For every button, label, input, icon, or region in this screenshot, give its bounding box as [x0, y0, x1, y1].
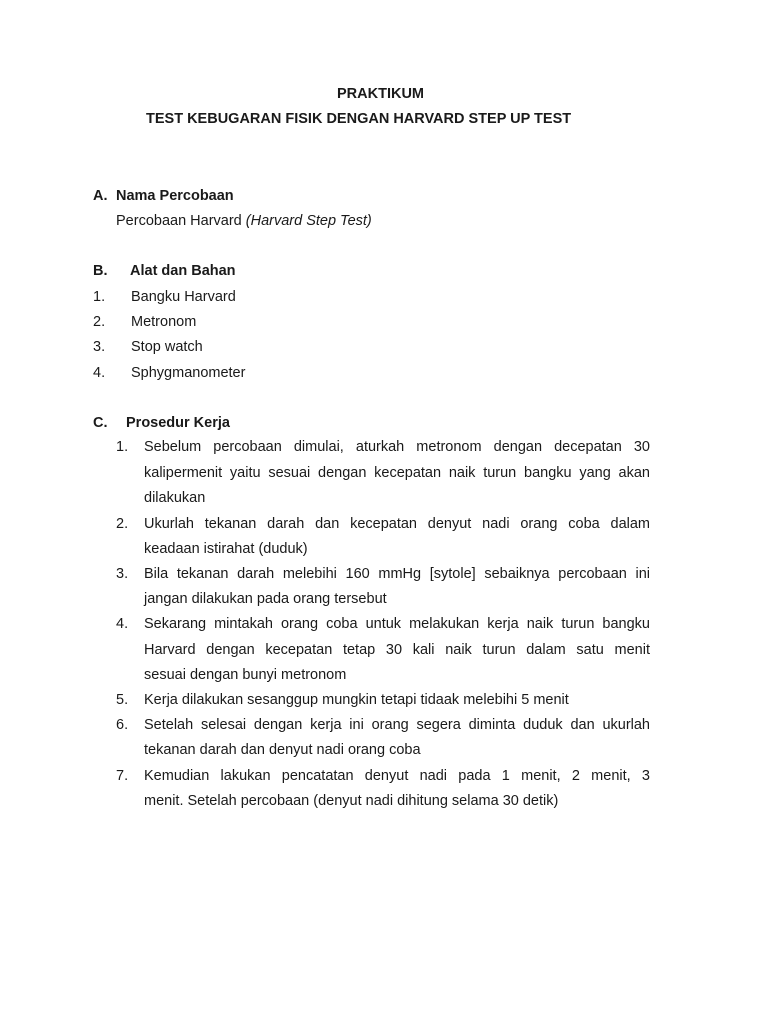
- procedure-line: Ukurlah tekanan darah dan kecepatan denyut nadi orang coba dalam: [144, 516, 650, 532]
- procedure-line: Sebelum percobaan dimulai, aturkah metronom dengan decepatan 30: [144, 439, 650, 455]
- list-item-number: 2.: [93, 314, 106, 330]
- procedure-line: Harvard dengan kecepatan tetap 30 kali naik turun dalam satu menit: [144, 642, 650, 658]
- procedure-line: Kemudian lakukan pencatatan denyut nadi pada 1 menit, 2 menit, 3: [144, 768, 650, 784]
- procedure-number: 6.: [116, 717, 129, 733]
- list-item-number: 1.: [93, 289, 106, 305]
- procedure-line: Kerja dilakukan sesanggup mungkin tetapi tidaak melebihi 5 menit: [144, 692, 569, 708]
- list-item: Stop watch: [131, 339, 203, 355]
- section-c-marker: C.: [93, 415, 108, 431]
- procedure-number: 7.: [116, 768, 129, 784]
- list-item-number: 3.: [93, 339, 106, 355]
- section-a-text-plain: Percobaan Harvard: [116, 213, 246, 229]
- procedure-number: 1.: [116, 439, 129, 455]
- procedure-line: menit. Setelah percobaan (denyut nadi dihitung selama 30 detik): [144, 793, 559, 809]
- procedure-line: dilakukan: [144, 490, 206, 506]
- procedure-line: jangan dilakukan pada orang tersebut: [144, 591, 387, 607]
- document-title: PRAKTIKUM: [337, 86, 424, 102]
- procedure-line: Sekarang mintakah orang coba untuk melakukan kerja naik turun bangku: [144, 616, 650, 632]
- list-item: Metronom: [131, 314, 197, 330]
- procedure-line: tekanan darah dan denyut nadi orang coba: [144, 742, 421, 758]
- list-item-number: 4.: [93, 365, 106, 381]
- procedure-line: Setelah selesai dengan kerja ini orang segera diminta duduk dan ukurlah: [144, 717, 650, 733]
- procedure-line: sesuai dengan bunyi metronom: [144, 667, 347, 683]
- section-a-text: [116, 213, 372, 229]
- section-b-heading: Alat dan Bahan: [130, 263, 236, 279]
- list-item: Sphygmanometer: [131, 365, 246, 381]
- section-a-heading: Nama Percobaan: [116, 188, 234, 204]
- section-c-heading: Prosedur Kerja: [126, 415, 230, 431]
- procedure-line: kalipermenit yaitu sesuai dengan kecepatan naik turun bangku yang akan: [144, 465, 650, 481]
- procedure-number: 5.: [116, 692, 129, 708]
- list-item: Bangku Harvard: [131, 289, 236, 305]
- procedure-line: Bila tekanan darah melebihi 160 mmHg [sytole] sebaiknya percobaan ini: [144, 566, 650, 582]
- procedure-number: 2.: [116, 516, 129, 532]
- section-a-marker: A.: [93, 188, 108, 204]
- section-a-text-italic: (Harvard Step Test): [245, 213, 372, 229]
- procedure-number: 3.: [116, 566, 129, 582]
- procedure-line: keadaan istirahat (duduk): [144, 541, 308, 557]
- section-b-marker: B.: [93, 263, 108, 279]
- procedure-number: 4.: [116, 616, 129, 632]
- document-subtitle: TEST KEBUGARAN FISIK DENGAN HARVARD STEP UP TEST: [146, 111, 572, 127]
